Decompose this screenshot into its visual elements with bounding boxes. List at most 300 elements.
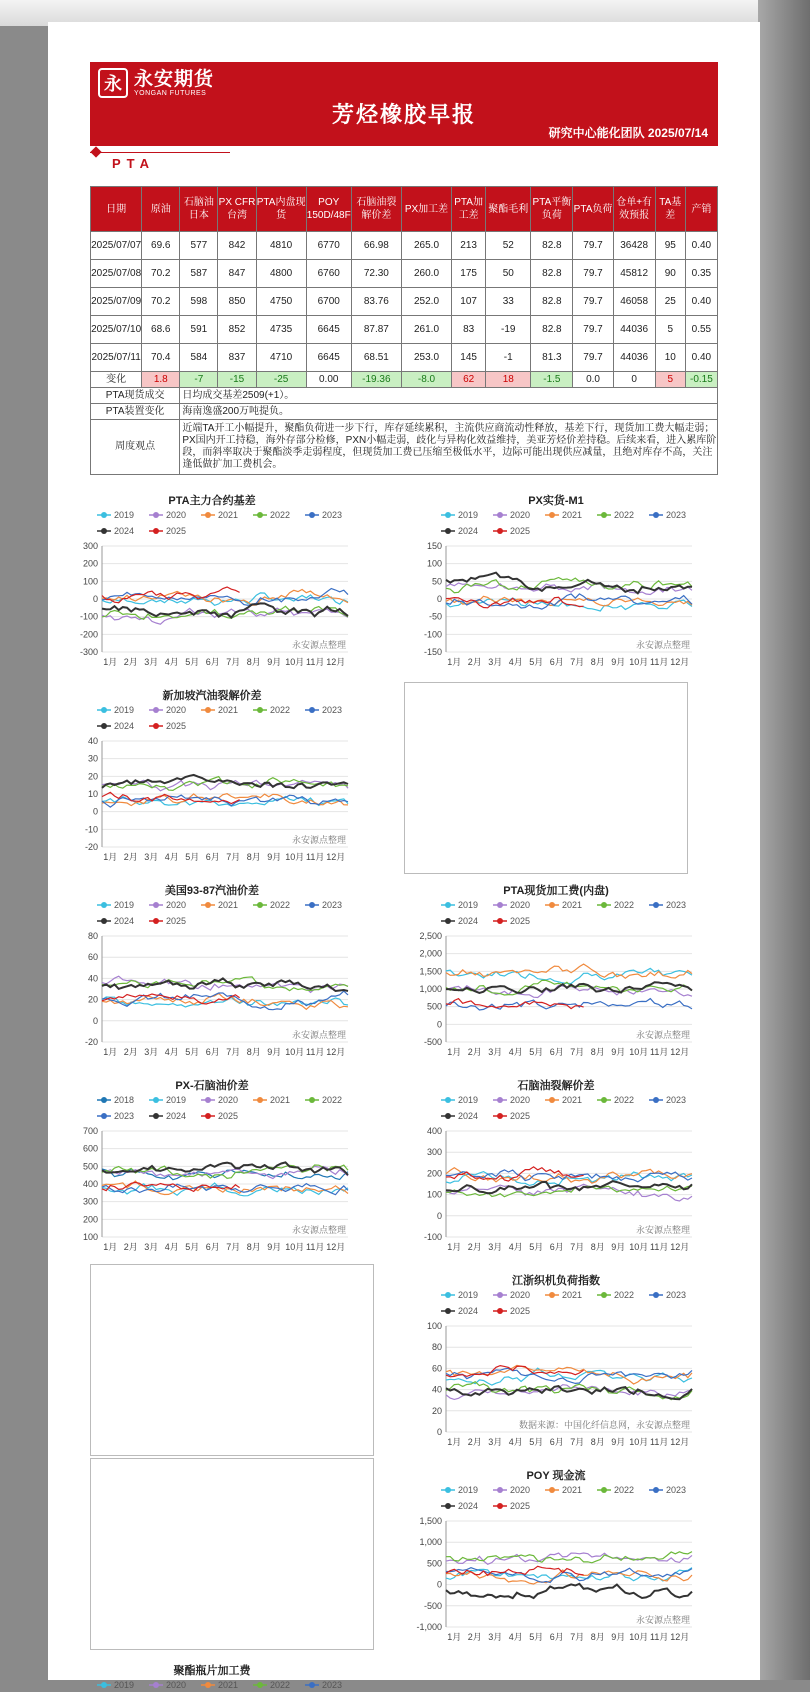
y-tick-label: -500 [423,1037,442,1047]
table-cell: 4800 [256,260,306,288]
svg-text:2022: 2022 [270,900,291,910]
legend-item [201,1111,238,1121]
y-tick-label: -10 [84,824,98,835]
svg-text:2023: 2023 [666,1485,687,1495]
table-cell: 598 [180,288,218,316]
table-header-cell: 聚酯毛利 [486,187,531,232]
table-cell: 2025/07/07 [91,232,142,260]
table-cell: 6700 [306,288,351,316]
x-tick-label: 10月 [629,657,649,667]
x-tick-label: 1月 [103,1242,118,1252]
svg-text:2021: 2021 [562,1485,583,1495]
chart-title: 江浙织机负荷指数 [512,1275,600,1287]
table-header-cell: 原油 [142,187,180,232]
y-tick-label: 2,000 [419,948,442,959]
x-tick-label: 3月 [488,1632,503,1642]
chart-source-note: 永安源点整理 [291,640,346,650]
legend-item [97,900,134,910]
svg-text:2022: 2022 [614,1095,635,1105]
table-cell: 82.8 [531,232,573,260]
svg-text:2020: 2020 [166,900,187,910]
legend-item [649,1485,686,1495]
x-tick-label: 2月 [467,1632,482,1642]
change-cell: -15 [218,372,256,388]
y-tick-label: -500 [423,1600,442,1611]
y-tick-label: 0 [436,1019,442,1030]
y-tick-label: -50 [428,611,442,622]
x-tick-label: 8月 [590,1437,605,1447]
legend-item [597,1290,634,1300]
change-cell: -1.5 [531,372,573,388]
x-tick-label: 12月 [326,852,346,862]
x-tick-label: 5月 [529,1047,544,1057]
series-line-2024 [102,1162,348,1175]
x-tick-label: 7月 [570,657,585,667]
table-cell: 145 [452,344,486,372]
change-cell: 0.00 [306,372,351,388]
legend-item [493,1111,530,1121]
x-tick-label: 12月 [326,1242,346,1252]
series-line-2023 [446,999,692,1010]
svg-text:2023: 2023 [666,900,687,910]
table-cell: 6645 [306,344,351,372]
table-cell: 72.30 [351,260,401,288]
svg-text:2024: 2024 [458,1111,479,1121]
legend-item [441,510,478,520]
legend-item [493,1485,530,1495]
device-change-row-text: 海南逸盛200万吨提负。 [180,404,718,420]
table-header-cell: PTA加工差 [452,187,486,232]
table-cell: 175 [452,260,486,288]
x-tick-label: 12月 [670,1047,690,1057]
svg-text:2020: 2020 [510,900,531,910]
chart-title: PTA现货加工费(内盘) [503,885,609,897]
table-cell: 10 [655,344,685,372]
chart-4 [406,882,706,1062]
series-line-2024 [446,1584,692,1598]
chart-svg [62,492,362,672]
table-cell: 6760 [306,260,351,288]
legend-item [149,526,186,536]
change-cell: -19.36 [351,372,401,388]
x-tick-label: 7月 [226,657,241,667]
y-tick-label: 100 [82,1232,98,1242]
chart-source-note: 永安源点整理 [635,1030,690,1040]
x-tick-label: 10月 [629,1242,649,1252]
svg-text:2020: 2020 [510,1485,531,1495]
pta-data-table [90,186,718,475]
chart-svg [406,492,706,672]
x-tick-label: 3月 [488,1437,503,1447]
svg-text:2020: 2020 [166,1680,187,1690]
svg-text:2019: 2019 [114,705,135,715]
svg-text:2019: 2019 [458,900,479,910]
y-tick-label: 60 [87,952,98,963]
chart-5 [62,1077,362,1257]
y-tick-label: 200 [82,1214,98,1225]
x-tick-label: 5月 [529,657,544,667]
y-tick-label: 20 [87,771,98,782]
svg-text:2025: 2025 [166,721,187,731]
table-cell: 45812 [613,260,655,288]
legend-item [149,1680,186,1690]
chart-svg [62,1077,362,1257]
x-tick-label: 11月 [306,1047,325,1057]
svg-text:2025: 2025 [510,1111,531,1121]
legend-item [441,1306,478,1316]
svg-text:2024: 2024 [114,526,135,536]
x-tick-label: 9月 [611,1047,626,1057]
x-tick-label: 1月 [103,852,118,862]
x-tick-label: 10月 [285,852,305,862]
table-header-cell: PTA负荷 [573,187,613,232]
x-tick-label: 2月 [467,1437,482,1447]
legend-item [441,1111,478,1121]
chart-0 [62,492,362,672]
x-tick-label: 7月 [226,1047,241,1057]
x-tick-label: 9月 [611,1437,626,1447]
table-cell: 90 [655,260,685,288]
table-cell: 50 [486,260,531,288]
table-row [91,260,718,288]
change-cell: 5 [655,372,685,388]
legend-item [305,510,342,520]
logo-name-en: YONGAN FUTURES [134,89,207,97]
chart-title: PTA主力合约基差 [168,495,256,507]
legend-item [493,1095,530,1105]
change-cell: 0 [613,372,655,388]
x-tick-label: 1月 [103,1047,118,1057]
table-cell: 213 [452,232,486,260]
x-tick-label: 12月 [326,657,346,667]
x-tick-label: 7月 [226,1242,241,1252]
x-tick-label: 1月 [447,1047,462,1057]
legend-item [441,526,478,536]
y-tick-label: -100 [423,1232,442,1242]
y-tick-label: 40 [87,736,98,746]
legend-item [493,916,530,926]
table-cell: 591 [180,316,218,344]
table-cell: 107 [452,288,486,316]
report-page [48,22,760,1690]
chart-svg [62,882,362,1062]
y-tick-label: -100 [423,629,442,640]
chart-source-note: 永安源点整理 [635,640,690,650]
x-tick-label: 6月 [205,1242,220,1252]
y-tick-label: 100 [426,1321,442,1331]
svg-text:2025: 2025 [510,1306,531,1316]
change-cell: 18 [486,372,531,388]
table-cell: 79.7 [573,260,613,288]
chart-source-note: 永安源点整理 [635,1615,690,1625]
svg-text:2022: 2022 [322,1095,343,1105]
x-tick-label: 11月 [650,657,669,667]
x-tick-label: 1月 [103,657,118,667]
svg-text:2020: 2020 [166,510,187,520]
table-cell: 2025/07/08 [91,260,142,288]
x-tick-label: 1月 [447,1632,462,1642]
svg-text:2021: 2021 [562,1095,583,1105]
table-header-cell: TA基差 [655,187,685,232]
x-tick-label: 5月 [529,1437,544,1447]
table-cell: 68.51 [351,344,401,372]
x-tick-label: 8月 [590,1242,605,1252]
legend-item [441,1501,478,1511]
table-cell: 842 [218,232,256,260]
x-tick-label: 2月 [467,657,482,667]
svg-text:2024: 2024 [458,1306,479,1316]
y-tick-label: -1,000 [416,1622,442,1632]
y-tick-label: -20 [84,1037,98,1047]
x-tick-label: 11月 [650,1632,669,1642]
table-row [91,232,718,260]
y-tick-label: 1,500 [419,1516,442,1526]
y-tick-label: 600 [82,1143,98,1154]
x-tick-label: 7月 [226,852,241,862]
y-tick-label: 60 [431,1363,442,1374]
chart-title: PX-石脑油价差 [175,1080,249,1092]
legend-item [253,1095,290,1105]
change-cell: 0.0 [573,372,613,388]
svg-text:2020: 2020 [510,510,531,520]
chart-svg [62,1662,362,1692]
table-header-cell: 日期 [91,187,142,232]
x-tick-label: 12月 [326,1047,346,1057]
x-tick-label: 4月 [508,657,523,667]
svg-text:2023: 2023 [666,1290,687,1300]
svg-text:2023: 2023 [322,510,343,520]
chart-2 [62,687,362,867]
svg-text:2022: 2022 [614,900,635,910]
y-tick-label: 20 [431,1405,442,1416]
svg-text:2023: 2023 [322,705,343,715]
change-cell: 1.8 [142,372,180,388]
legend-item [305,1095,342,1105]
svg-text:2021: 2021 [218,900,239,910]
table-cell: 83 [452,316,486,344]
legend-item [649,900,686,910]
table-cell: 587 [180,260,218,288]
x-tick-label: 9月 [267,1047,282,1057]
x-tick-label: 6月 [549,1437,564,1447]
y-tick-label: 0 [436,1427,442,1437]
chart-source-note: 永安源点整理 [635,1225,690,1235]
y-tick-label: 10 [87,789,98,799]
x-tick-label: 8月 [246,852,261,862]
svg-text:2025: 2025 [510,1501,531,1511]
y-tick-label: 0 [92,1015,98,1026]
x-tick-label: 8月 [590,1047,605,1057]
legend-item [493,1306,530,1316]
y-tick-label: -100 [79,611,98,622]
series-line-2020 [446,1553,692,1564]
svg-text:2019: 2019 [458,1485,479,1495]
table-cell: 0.40 [685,344,717,372]
svg-text:2018: 2018 [114,1095,135,1105]
table-cell: 81.3 [531,344,573,372]
svg-text:2024: 2024 [114,916,135,926]
y-tick-label: 80 [431,1342,442,1353]
table-header-cell: PTA内盘现货 [256,187,306,232]
legend-item [149,705,186,715]
table-cell: 6770 [306,232,351,260]
y-tick-label: 200 [426,1168,442,1179]
table-cell: 70.2 [142,260,180,288]
x-tick-label: 9月 [611,1242,626,1252]
y-tick-label: 0 [92,806,98,817]
legend-item [649,1290,686,1300]
svg-text:2022: 2022 [270,510,291,520]
x-tick-label: 12月 [670,1632,690,1642]
legend-item [441,916,478,926]
legend-item [97,705,134,715]
table-cell: 79.7 [573,344,613,372]
svg-text:2023: 2023 [114,1111,135,1121]
y-tick-label: 150 [426,541,442,551]
y-tick-label: -150 [423,647,442,657]
chart-svg [406,1467,706,1647]
table-cell: 847 [218,260,256,288]
x-tick-label: 10月 [285,1047,305,1057]
series-line-2024 [102,775,348,788]
chart-source-note: 数据来源：中国化纤信息网，永安源点整理 [518,1420,690,1430]
table-cell: 87.87 [351,316,401,344]
table-cell: 2025/07/10 [91,316,142,344]
section-header-pta [90,148,230,171]
svg-text:2024: 2024 [458,526,479,536]
x-tick-label: 3月 [144,657,159,667]
x-tick-label: 11月 [650,1047,669,1057]
y-tick-label: 30 [87,753,98,764]
x-tick-label: 6月 [205,1047,220,1057]
x-tick-label: 5月 [185,852,200,862]
x-tick-label: 5月 [529,1242,544,1252]
x-tick-label: 4月 [164,1047,179,1057]
legend-item [97,1680,134,1690]
table-cell: 4735 [256,316,306,344]
change-cell: -0.15 [685,372,717,388]
y-tick-label: 500 [426,1558,442,1569]
legend-item [97,1111,134,1121]
table-header-cell: 石脑油日本 [180,187,218,232]
x-tick-label: 2月 [123,1047,138,1057]
series-line-2022 [446,1552,692,1563]
x-tick-label: 11月 [650,1437,669,1447]
legend-item [597,1095,634,1105]
table-cell: 70.4 [142,344,180,372]
svg-text:2024: 2024 [458,916,479,926]
legend-item [649,1095,686,1105]
table-cell: 25 [655,288,685,316]
chart-source-note: 永安源点整理 [291,1030,346,1040]
table-cell: 4810 [256,232,306,260]
table-cell: 850 [218,288,256,316]
svg-text:2022: 2022 [270,705,291,715]
legend-item [201,1095,238,1105]
legend-item [597,510,634,520]
svg-text:2021: 2021 [562,1290,583,1300]
x-tick-label: 1月 [447,657,462,667]
x-tick-label: 5月 [529,1632,544,1642]
chart-title: 美国93-87汽油价差 [164,885,260,897]
y-tick-label: 100 [82,576,98,587]
legend-item [493,526,530,536]
table-cell: 68.6 [142,316,180,344]
svg-text:2025: 2025 [166,526,187,536]
x-tick-label: 4月 [508,1632,523,1642]
table-cell: 0.40 [685,232,717,260]
svg-text:2023: 2023 [666,510,687,520]
y-tick-label: 500 [82,1161,98,1172]
x-tick-label: 2月 [123,657,138,667]
legend-item [253,900,290,910]
table-cell: 852 [218,316,256,344]
x-tick-label: 6月 [205,657,220,667]
legend-item [545,1485,582,1495]
chart-1 [406,492,706,672]
table-header-row [91,187,718,232]
chart-7 [406,1272,706,1452]
y-tick-label: 500 [426,1001,442,1012]
table-cell: 2025/07/09 [91,288,142,316]
legend-item [97,1095,134,1105]
table-row [91,288,718,316]
chart-title: POY 现金流 [526,1470,586,1482]
legend-item [441,900,478,910]
weekly-view-row-text: 近端TA开工小幅提升，聚酯负荷进一步下行，库存延续累积，主流供应商流动性释放，基差下行，现货加工费大幅走弱；PX国内开工持稳，海外存部分检修，PXN小幅走弱，歧化与异构化效益维持，美亚芳烃价差持稳。后续来看，进入累库阶段，而斜率取决于聚酯淡季走弱程度，但现货加工费已压缩至极低水平，边际可能出现供应减量，且绝对库存不高，关注逢低做扩加工费机会。 [180,420,718,475]
table-cell: 36428 [613,232,655,260]
y-tick-label: 0 [436,1210,442,1221]
legend-item [597,900,634,910]
x-tick-label: 11月 [306,852,325,862]
svg-text:2019: 2019 [114,510,135,520]
svg-text:2020: 2020 [218,1095,239,1105]
svg-text:2019: 2019 [458,510,479,520]
x-tick-label: 12月 [670,1242,690,1252]
x-tick-label: 10月 [629,1437,649,1447]
table-cell: 2025/07/11 [91,344,142,372]
svg-text:2025: 2025 [510,916,531,926]
table-cell: 260.0 [401,260,451,288]
x-tick-label: 4月 [164,1242,179,1252]
legend-item [441,1095,478,1105]
chart-svg [406,1077,706,1257]
svg-text:2021: 2021 [218,705,239,715]
x-tick-label: 8月 [246,657,261,667]
x-tick-label: 2月 [123,1242,138,1252]
table-row [91,316,718,344]
x-tick-label: 9月 [611,1632,626,1642]
svg-text:2021: 2021 [218,510,239,520]
chart-title: PX实货-M1 [528,495,584,507]
legend-item [305,1680,342,1690]
table-header-cell: POY 150D/48F [306,187,351,232]
x-tick-label: 2月 [467,1047,482,1057]
y-tick-label: 300 [426,1147,442,1158]
y-tick-label: 0 [92,594,98,604]
table-cell: 95 [655,232,685,260]
x-tick-label: 3月 [144,1047,159,1057]
table-header-cell: PTA平衡负荷 [531,187,573,232]
legend-item [149,1095,186,1105]
table-cell: 44036 [613,316,655,344]
chart-9 [62,1662,362,1692]
x-tick-label: 8月 [590,657,605,667]
table-cell: 52 [486,232,531,260]
svg-text:2021: 2021 [562,510,583,520]
chart-8 [406,1467,706,1647]
table-cell: 44036 [613,344,655,372]
